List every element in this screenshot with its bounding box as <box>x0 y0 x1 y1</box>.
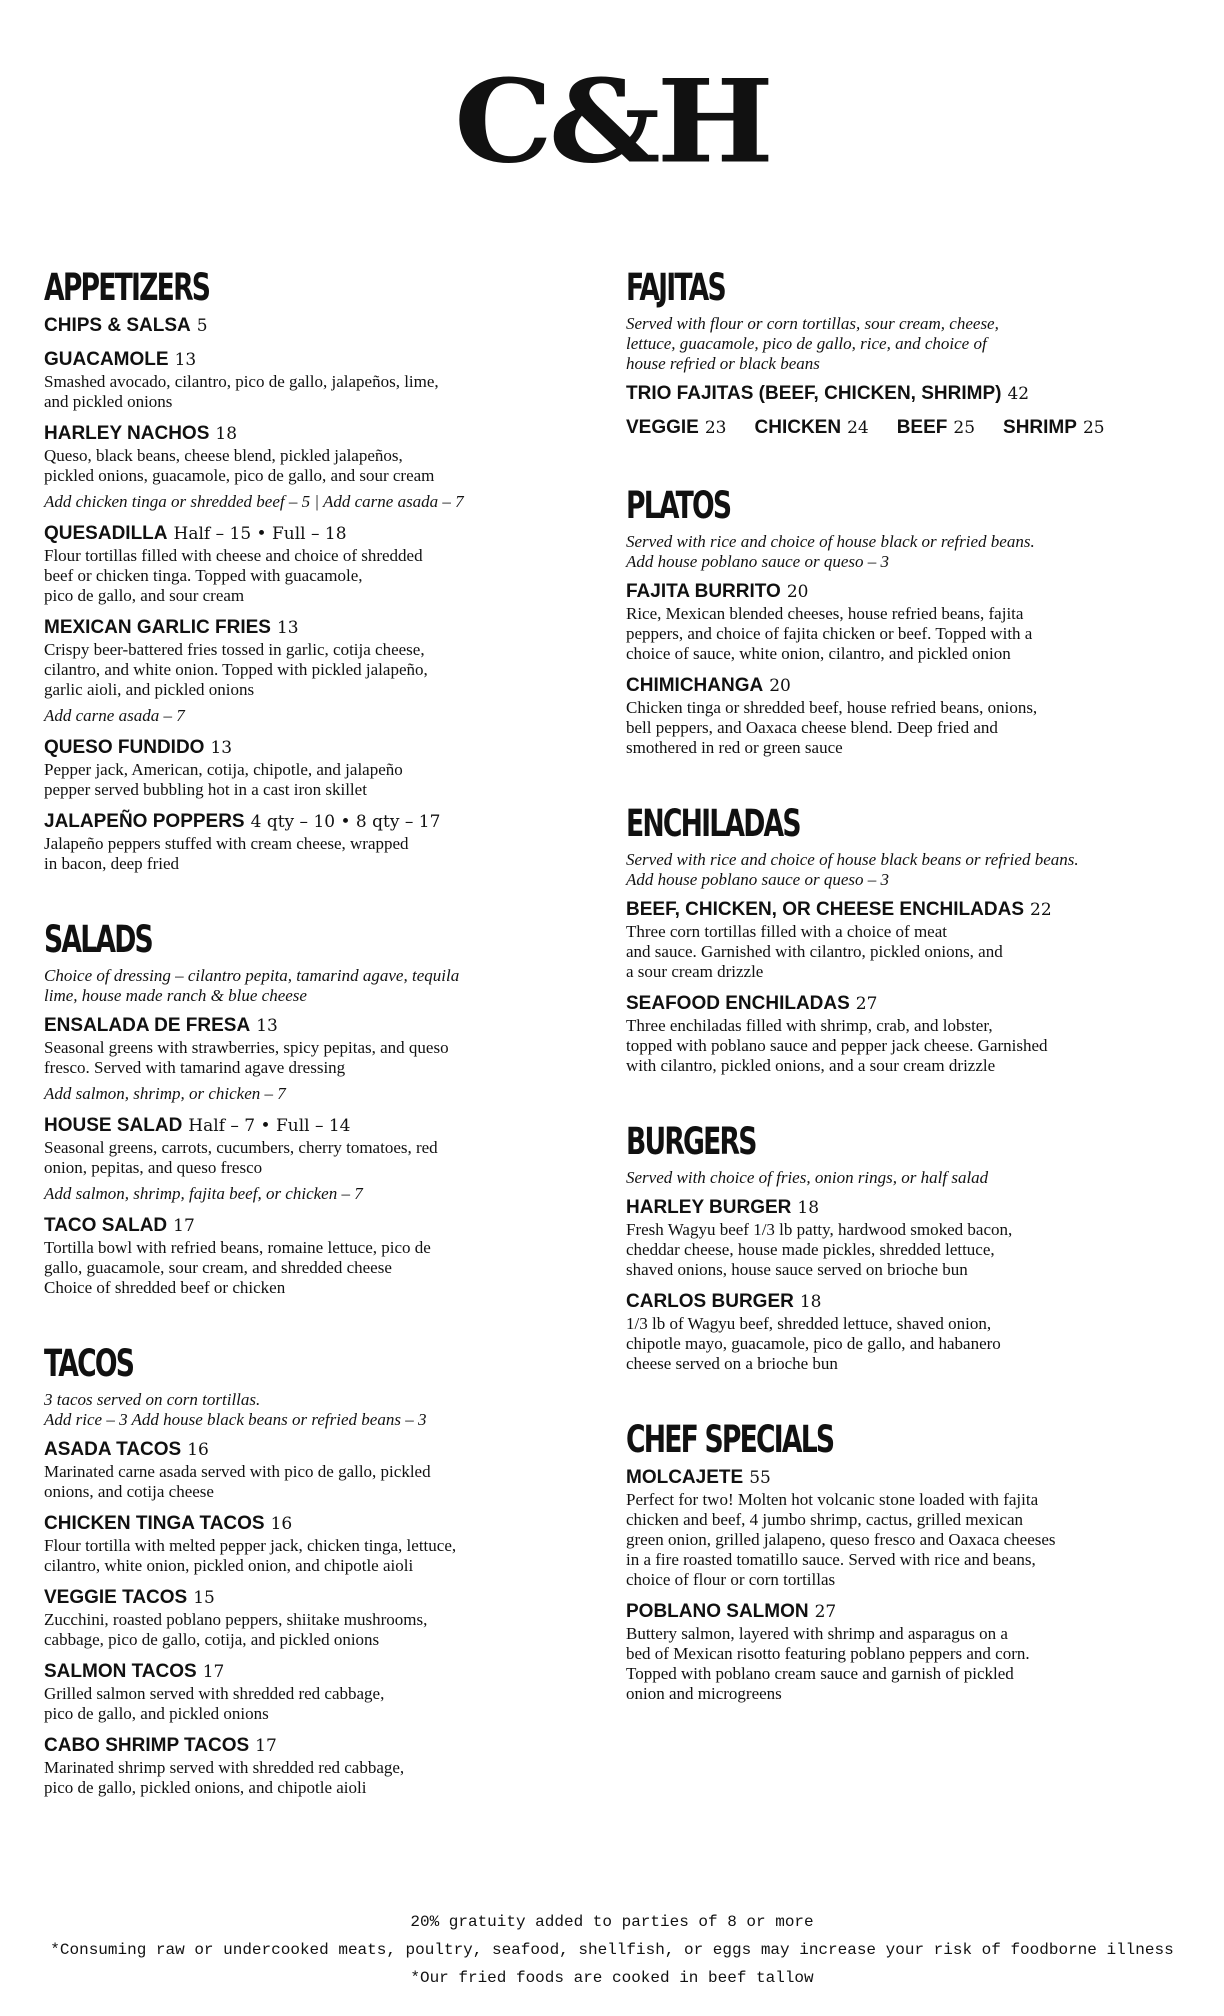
item-description: Three corn tortillas filled with a choice of meat and sauce. Garnished with cilantro, pickled onions, and a sour cream drizzle <box>626 922 1003 981</box>
item-price: 22 <box>1030 900 1052 920</box>
menu-item <box>626 580 1201 664</box>
item-price: 13 <box>174 350 197 370</box>
item-name: SEAFOOD ENCHILADAS 27 <box>626 993 878 1014</box>
menu-item <box>44 1114 599 1204</box>
item-price: Half – 15 • Full – 18 <box>173 524 347 544</box>
item-name: CARLOS BURGER 18 <box>626 1291 822 1312</box>
menu-item <box>44 1734 599 1798</box>
item-description: Marinated shrimp served with shredded red cabbage, pico de gallo, pickled onions, and chipotle aioli <box>44 1758 405 1797</box>
item-name: MOLCAJETE 55 <box>626 1467 771 1488</box>
section-fajitas <box>626 266 1201 440</box>
menu-item <box>44 1014 599 1104</box>
item-name: TACO SALAD 17 <box>44 1215 195 1236</box>
item-name: HARLEY NACHOS 18 <box>44 423 238 444</box>
item-name: CHIPS & SALSA 5 <box>44 315 208 336</box>
item-description: Seasonal greens, carrots, cucumbers, cherry tomatoes, red onion, pepitas, and queso fresco <box>44 1138 438 1177</box>
menu-item <box>626 674 1201 758</box>
item-price: 16 <box>187 1440 209 1460</box>
menu-item <box>44 1438 599 1502</box>
section-platos <box>626 484 1201 758</box>
menu-item <box>44 522 599 606</box>
item-name: TRIO FAJITAS (BEEF, CHICKEN, SHRIMP) 42 <box>626 383 1030 404</box>
menu-item <box>44 1214 599 1298</box>
item-name: POBLANO SALMON 27 <box>626 1601 837 1622</box>
section-title: FAJITAS <box>626 266 725 309</box>
item-price: 42 <box>1007 384 1030 404</box>
item-addon-note: Add carne asada – 7 <box>44 706 185 725</box>
item-description: Tortilla bowl with refried beans, romaine lettuce, pico de gallo, guacamole, sour cream, and shredded cheese Choice of shredded beef or chicken <box>44 1238 431 1297</box>
item-description: Three enchiladas filled with shrimp, crab, and lobster, topped with poblano sauce and pepper jack cheese. Garnished with cilantro, pickled onions, and a sour cream drizzle <box>626 1016 1048 1075</box>
item-description: Buttery salmon, layered with shrimp and asparagus on a bed of Mexican risotto featuring poblano peppers and corn. Topped with poblano cream sauce and garnish of pickled onion and microgreens <box>626 1624 1030 1703</box>
menu-item <box>44 314 599 338</box>
item-price: 13 <box>210 738 233 758</box>
item-name: HARLEY BURGER 18 <box>626 1197 820 1218</box>
item-name: VEGGIE TACOS 15 <box>44 1587 215 1608</box>
menu-item <box>44 1660 599 1724</box>
item-name: MEXICAN GARLIC FRIES 13 <box>44 617 299 638</box>
section-title: CHEF SPECIALS <box>626 1418 834 1461</box>
item-price: 4 qty – 10 • 8 qty – 17 <box>250 812 441 832</box>
section-title: PLATOS <box>626 484 731 527</box>
item-name: FAJITA BURRITO 20 <box>626 581 809 602</box>
section-title: APPETIZERS <box>44 266 210 309</box>
item-price: 27 <box>814 1602 837 1622</box>
section-note: 3 tacos served on corn tortillas. Add rice – 3 Add house black beans or refried beans – 3 <box>44 1390 427 1429</box>
item-name: VEGGIE 23 <box>626 417 727 438</box>
section-note: Choice of dressing – cilantro pepita, tamarind agave, tequila lime, house made ranch & blue cheese <box>44 966 460 1005</box>
item-description: Perfect for two! Molten hot volcanic stone loaded with fajita chicken and beef, 4 jumbo shrimp, cactus, grilled mexican green onion, grilled jalapeno, queso fresco and Oaxaca cheeses in a fire roasted tomatillo sauce. Served with rice and beans, choice of flour or corn tortillas <box>626 1490 1056 1589</box>
item-description: Crispy beer-battered fries tossed in garlic, cotija cheese, cilantro, and white onion. Topped with pickled jalapeño, garlic aioli, and pickled onions <box>44 640 428 699</box>
item-name: QUESADILLA Half – 15 • Full – 18 <box>44 523 347 544</box>
item-name: SALMON TACOS 17 <box>44 1661 225 1682</box>
item-name: BEEF 25 <box>896 417 976 438</box>
section-enchiladas <box>626 802 1201 1076</box>
menu-item <box>44 616 599 726</box>
item-description: 1/3 lb of Wagyu beef, shredded lettuce, shaved onion, chipotle mayo, guacamole, pico de gallo, and habanero cheese served on a brioche bun <box>626 1314 1001 1373</box>
item-price: 18 <box>215 424 238 444</box>
gratuity-note: 20% gratuity added to parties of 8 or more <box>410 1913 814 1931</box>
item-price: 5 <box>196 316 208 336</box>
item-addon-note: Add salmon, shrimp, fajita beef, or chicken – 7 <box>44 1184 363 1203</box>
menu-item <box>626 1600 1201 1704</box>
item-price: 17 <box>255 1736 277 1756</box>
menu-item <box>44 736 599 800</box>
item-price: 20 <box>769 676 791 696</box>
item-price: 13 <box>256 1016 278 1036</box>
item-price: 25 <box>953 418 976 438</box>
item-price: 16 <box>270 1514 293 1534</box>
section-note: Served with rice and choice of house black beans or refried beans. Add house poblano sauce or queso – 3 <box>626 850 1079 889</box>
item-price: 20 <box>786 582 809 602</box>
menu-item <box>626 1196 1201 1280</box>
item-price: 27 <box>855 994 878 1014</box>
menu-item <box>626 1290 1201 1374</box>
section-salads <box>44 918 599 1298</box>
restaurant-logo: C&H <box>454 55 770 190</box>
item-description: Marinated carne asada served with pico de gallo, pickled onions, and cotija cheese <box>44 1462 431 1501</box>
item-name: CHICKEN 24 <box>754 417 869 438</box>
item-name: ENSALADA DE FRESA 13 <box>44 1015 278 1036</box>
item-description: Grilled salmon served with shredded red cabbage, pico de gallo, and pickled onions <box>44 1684 385 1723</box>
menu-item <box>44 1512 599 1576</box>
item-description: Queso, black beans, cheese blend, pickled jalapeños, pickled onions, guacamole, pico de gallo, and sour cream <box>44 446 435 485</box>
item-price: 24 <box>847 418 869 438</box>
fried-foods-note: *Our fried foods are cooked in beef tallow <box>410 1969 814 1987</box>
section-appetizers <box>44 266 599 874</box>
item-price: 18 <box>797 1198 820 1218</box>
section-note: Served with flour or corn tortillas, sour cream, cheese, lettuce, guacamole, pico de gallo, rice, and choice of house refried or black beans <box>626 314 999 373</box>
item-description: Pepper jack, American, cotija, chipotle, and jalapeño pepper served bubbling hot in a cast iron skillet <box>44 760 403 799</box>
item-name: ASADA TACOS 16 <box>44 1439 209 1460</box>
menu-item <box>44 348 599 412</box>
item-price: 23 <box>704 418 727 438</box>
item-price: 17 <box>202 1662 225 1682</box>
item-name: CABO SHRIMP TACOS 17 <box>44 1735 277 1756</box>
section-title: SALADS <box>44 918 152 961</box>
section-title: BURGERS <box>626 1120 756 1163</box>
item-name: CHICKEN TINGA TACOS 16 <box>44 1513 293 1534</box>
item-price: 13 <box>276 618 299 638</box>
item-name: QUESO FUNDIDO 13 <box>44 737 233 758</box>
menu-item <box>44 1586 599 1650</box>
section-note: Served with choice of fries, onion rings, or half salad <box>626 1168 989 1187</box>
item-name: GUACAMOLE 13 <box>44 349 197 370</box>
menu-item <box>626 382 1201 406</box>
item-description: Seasonal greens with strawberries, spicy pepitas, and queso fresco. Served with tamarind agave dressing <box>44 1038 449 1077</box>
item-name: HOUSE SALAD Half – 7 • Full – 14 <box>44 1115 351 1136</box>
menu-footer <box>0 1908 1224 1992</box>
section-burgers <box>626 1120 1201 1374</box>
item-description: Flour tortillas filled with cheese and choice of shredded beef or chicken tinga. Topped with guacamole, pico de gallo, and sour cream <box>44 546 423 605</box>
item-description: Jalapeño peppers stuffed with cream cheese, wrapped in bacon, deep fried <box>44 834 409 873</box>
item-name: CHIMICHANGA 20 <box>626 675 791 696</box>
section-chef-specials <box>626 1418 1201 1704</box>
item-addon-note: Add chicken tinga or shredded beef – 5 | Add carne asada – 7 <box>44 492 464 511</box>
menu-item <box>626 1466 1201 1590</box>
item-description: Flour tortilla with melted pepper jack, chicken tinga, lettuce, cilantro, white onion, pickled onion, and chipotle aioli <box>44 1536 457 1575</box>
item-description: Smashed avocado, cilantro, pico de gallo, jalapeños, lime, and pickled onions <box>44 372 439 411</box>
section-note: Served with rice and choice of house black or refried beans. Add house poblano sauce or queso – 3 <box>626 532 1035 571</box>
menu-item <box>44 422 599 512</box>
menu-item <box>44 810 599 874</box>
item-name: JALAPEÑO POPPERS 4 qty – 10 • 8 qty – 17 <box>44 811 441 832</box>
item-price: 25 <box>1082 418 1105 438</box>
item-name: SHRIMP 25 <box>1003 417 1105 438</box>
menu-item <box>626 992 1201 1076</box>
item-description: Zucchini, roasted poblano peppers, shiitake mushrooms, cabbage, pico de gallo, cotija, and pickled onions <box>44 1610 428 1649</box>
item-price: 55 <box>749 1468 771 1488</box>
item-name: BEEF, CHICKEN, OR CHEESE ENCHILADAS 22 <box>626 899 1052 920</box>
item-addon-note: Add salmon, shrimp, or chicken – 7 <box>44 1084 286 1103</box>
section-tacos <box>44 1342 599 1798</box>
section-title: TACOS <box>44 1342 134 1385</box>
item-description: Chicken tinga or shredded beef, house refried beans, onions, bell peppers, and Oaxaca cheese blend. Deep fried and smothered in red or green sauce <box>626 698 1038 757</box>
item-price: Half – 7 • Full – 14 <box>188 1116 351 1136</box>
item-price: 18 <box>799 1292 822 1312</box>
item-description: Rice, Mexican blended cheeses, house refried beans, fajita peppers, and choice of fajita chicken or beef. Topped with a choice of sauce, white onion, cilantro, and pickled onion <box>626 604 1033 663</box>
right-column <box>626 266 1201 1748</box>
fajita-options-row <box>626 416 1201 440</box>
consumption-warning: *Consuming raw or undercooked meats, poultry, seafood, shellfish, or eggs may increase your risk of foodborne illness <box>50 1941 1174 1959</box>
menu-item <box>626 898 1201 982</box>
section-title: ENCHILADAS <box>626 802 800 845</box>
item-description: Fresh Wagyu beef 1/3 lb patty, hardwood smoked bacon, cheddar cheese, house made pickles, shredded lettuce, shaved onions, house sauce served on brioche bun <box>626 1220 1013 1279</box>
item-price: 17 <box>173 1216 195 1236</box>
item-price: 15 <box>193 1588 215 1608</box>
left-column <box>44 266 599 1842</box>
